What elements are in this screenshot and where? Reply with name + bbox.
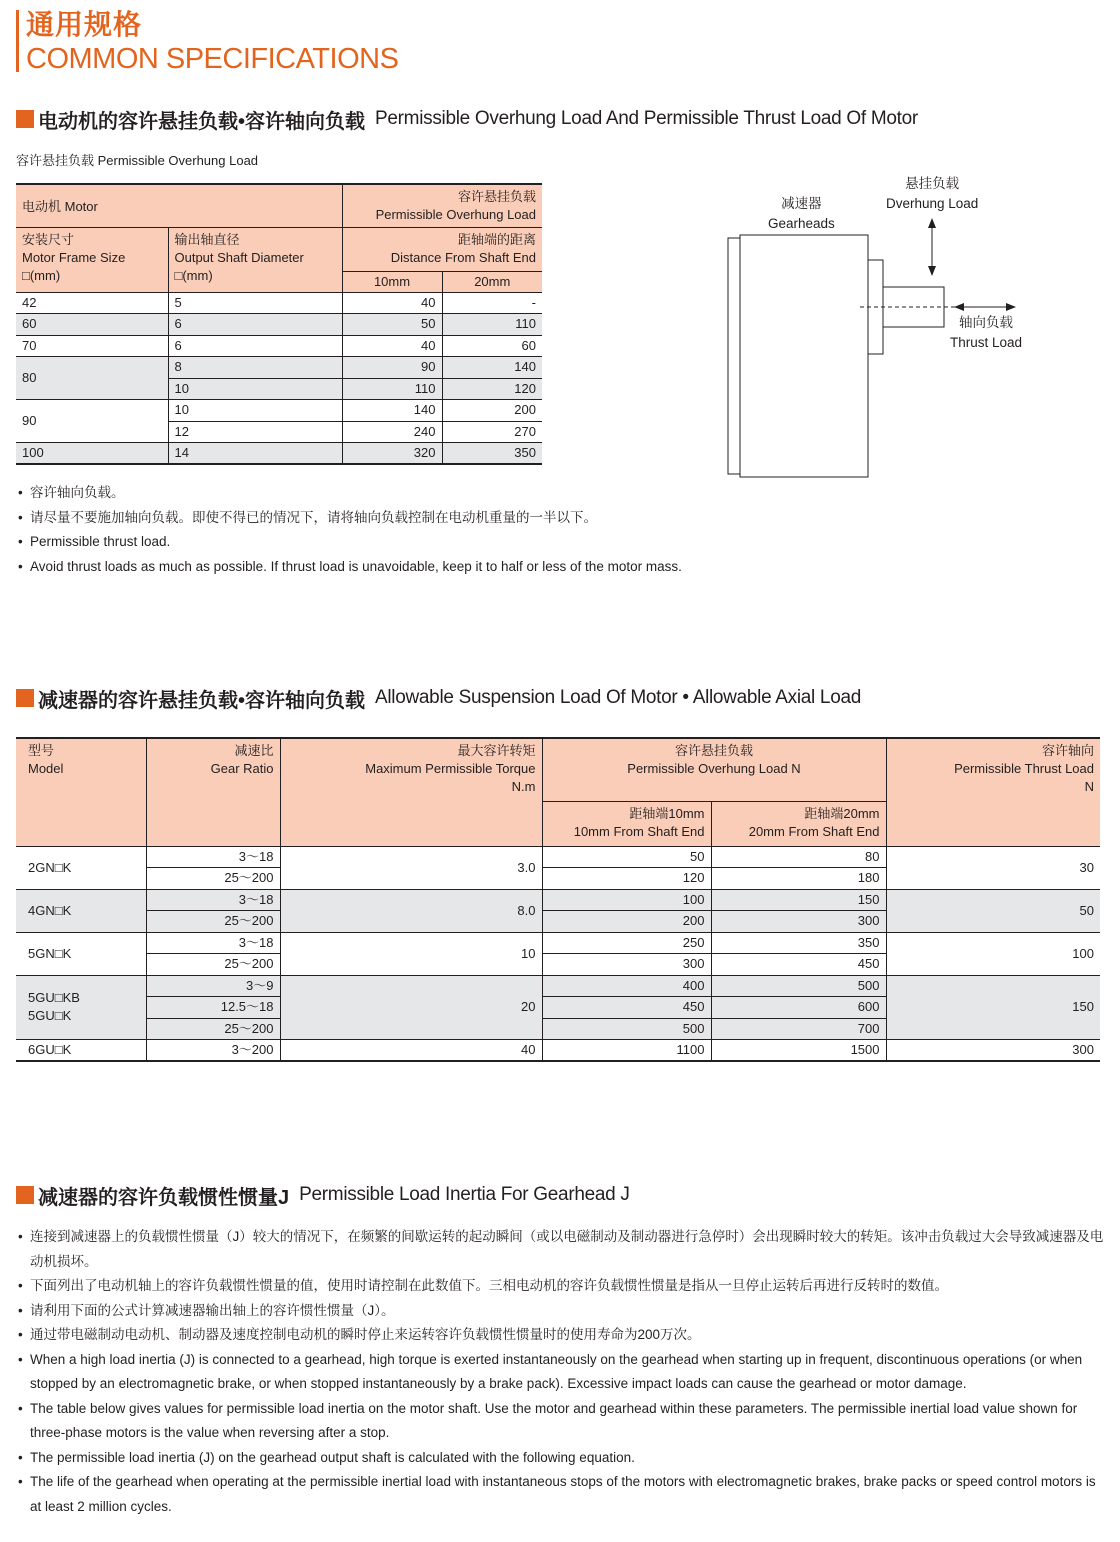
section3-title-en: Permissible Load Inertia For Gearhead J	[299, 1184, 630, 1205]
overhung-label	[886, 174, 978, 214]
shaft-diameter-cell: 10	[168, 378, 342, 400]
table-row	[16, 314, 542, 336]
frame-size-cell: 80	[16, 357, 168, 400]
gear-ratio-cell: 25～200	[146, 911, 280, 933]
max-torque-cell: 10	[280, 932, 542, 975]
overhung-label-zh: 悬挂负载	[905, 176, 960, 191]
d20-header	[711, 801, 886, 846]
table-row	[16, 975, 1100, 997]
distance-10mm-cell: 40	[342, 292, 442, 314]
overhung-label-en: Dverhung Load	[886, 196, 979, 211]
thrust-load-cell: 300	[886, 1040, 1100, 1062]
distance-10mm-cell: 50	[342, 314, 442, 336]
overhung-20mm-cell: 180	[711, 868, 886, 890]
section3-notes	[16, 1225, 1106, 1519]
thrust-load-cell: 150	[886, 975, 1100, 1040]
gear-ratio-cell: 25～200	[146, 1018, 280, 1040]
section1-notes	[16, 481, 682, 579]
overhung-header	[342, 184, 542, 227]
section2-title	[16, 686, 861, 710]
table-row	[16, 335, 542, 357]
d20-header-en: 20mm From Shaft End	[748, 823, 880, 839]
section1-title-zh: 电动机的容许悬挂负载•容许轴向负载	[38, 110, 366, 133]
gear-ratio-cell: 3～9	[146, 975, 280, 997]
distance-20mm-cell: -	[442, 292, 542, 314]
table-row	[16, 292, 542, 314]
overhung-10mm-cell: 1100	[542, 1040, 711, 1062]
table-row	[16, 889, 1100, 911]
header-accent-bar	[16, 10, 19, 72]
d10-header	[542, 801, 711, 846]
note-item: • 下面列出了电动机轴上的容许负载惯性惯量的值，使用时请控制在此数值下。三相电动机的容许负载惯性惯量是指从一旦停止运转后再进行反转时的数值。	[16, 1274, 1106, 1299]
distance-10mm-cell: 320	[342, 443, 442, 465]
note-item: • Avoid thrust loads as much as possible. If thrust load is unavoidable, keep it to half or less of the motor mass.	[16, 555, 682, 580]
table-row	[16, 932, 1100, 954]
frame-size-cell: 90	[16, 400, 168, 443]
model-name: 6GU□K	[28, 1042, 72, 1057]
torque-header-en: Maximum Permissible Torque	[365, 761, 536, 776]
note-item: • The permissible load inertia (J) on the gearhead output shaft is calculated with the following equation.	[16, 1446, 1106, 1471]
frame-size-cell: 100	[16, 443, 168, 465]
frame-size-cell: 70	[16, 335, 168, 357]
overhung-20mm-cell: 350	[711, 932, 886, 954]
frame-size-unit: □(mm)	[22, 267, 61, 283]
note-item: • 连接到减速器上的负载惯性惯量（J）较大的情况下，在频繁的间歇运转的起动瞬间（或以电磁制动及制动器进行急停时）会出现瞬时较大的转矩。该冲击负载过大会导致减速器及电动机损坏。	[16, 1225, 1106, 1274]
model-header-en: Model	[28, 761, 64, 776]
table-row	[16, 1040, 1100, 1062]
torque-header-unit: N.m	[511, 779, 536, 794]
model-name: 5GU□KB	[28, 990, 80, 1006]
section3-title	[16, 1183, 630, 1207]
motor-overhung-load-table	[16, 183, 542, 465]
section2-title-zh: 减速器的容许悬挂负载•容许轴向负载	[38, 689, 366, 712]
motor-header: 电动机 Motor	[16, 184, 342, 227]
overhung-10mm-cell: 300	[542, 954, 711, 976]
overhung-20mm-cell: 80	[711, 846, 886, 868]
ratio-header-en: Gear Ratio	[210, 761, 274, 776]
distance-20mm-cell: 270	[442, 421, 542, 443]
overhung-20mm-cell: 600	[711, 997, 886, 1019]
load-diagram	[720, 170, 1040, 490]
table-row	[16, 443, 542, 465]
torque-header	[280, 738, 542, 846]
distance-20mm-cell: 120	[442, 378, 542, 400]
gear-ratio-cell: 3～200	[146, 1040, 280, 1062]
max-torque-cell: 40	[280, 1040, 542, 1062]
ratio-header	[146, 738, 280, 846]
model-name: 4GN□K	[28, 902, 72, 918]
gearheads-label	[768, 194, 835, 234]
gearheads-label-en: Gearheads	[768, 216, 835, 231]
shaft-diameter-en: Output Shaft Diameter	[174, 249, 304, 265]
overhung-20mm-cell: 500	[711, 975, 886, 997]
distance-20mm-cell: 140	[442, 357, 542, 379]
note-item: • The life of the gearhead when operating at the permissible inertial load with instantaneous stops of the motors with electromagnetic brakes, brake packs or speed control motors is at least 2 million cycles.	[16, 1470, 1106, 1519]
model-cell	[16, 975, 146, 1040]
overhung-header-en: Permissible Overhung Load	[375, 207, 536, 222]
model-cell	[16, 932, 146, 975]
model-cell	[16, 1040, 146, 1062]
gear-ratio-cell: 12.5～18	[146, 997, 280, 1019]
model-cell	[16, 889, 146, 932]
col-20mm-header: 20mm	[442, 271, 542, 292]
table-row	[16, 357, 542, 379]
thrust-label-zh: 轴向负载	[959, 315, 1014, 330]
shaft-diameter-unit: □(mm)	[174, 267, 213, 283]
section2-title-en: Allowable Suspension Load Of Motor • Allowable Axial Load	[375, 687, 861, 708]
overhung-10mm-cell: 400	[542, 975, 711, 997]
section1-title	[16, 107, 918, 131]
model-name-alt: 5GU□K	[28, 1008, 72, 1024]
table-row	[16, 846, 1100, 868]
distance-en: Distance From Shaft End	[390, 249, 536, 265]
overhung-10mm-cell: 450	[542, 997, 711, 1019]
gear-overhung-en: Permissible Overhung Load N	[627, 761, 801, 776]
thrust-header	[886, 738, 1100, 846]
distance-20mm-cell: 350	[442, 443, 542, 465]
distance-header	[342, 227, 542, 271]
page-title-zh: 通用规格	[26, 9, 143, 40]
shaft-diameter-cell: 12	[168, 421, 342, 443]
thrust-load-cell: 30	[886, 846, 1100, 889]
gear-ratio-cell: 3～18	[146, 846, 280, 868]
model-cell	[16, 846, 146, 889]
model-name: 2GN□K	[28, 859, 72, 875]
model-header-zh: 型号	[28, 743, 55, 758]
d10-header-en: 10mm From Shaft End	[573, 823, 705, 839]
overhung-header-zh: 容许悬挂负载	[457, 189, 536, 204]
table-row	[16, 400, 542, 422]
section-square-icon	[16, 689, 34, 707]
shaft-diameter-cell: 14	[168, 443, 342, 465]
thrust-load-cell: 50	[886, 889, 1100, 932]
gear-ratio-cell: 25～200	[146, 868, 280, 890]
section-square-icon	[16, 110, 34, 128]
gear-ratio-cell: 3～18	[146, 932, 280, 954]
d10-header-zh: 距轴端10mm	[629, 805, 705, 821]
thrust-load-cell: 100	[886, 932, 1100, 975]
col-10mm-header: 10mm	[342, 271, 442, 292]
gear-ratio-cell: 25～200	[146, 954, 280, 976]
frame-size-en: Motor Frame Size	[22, 249, 126, 265]
distance-20mm-cell: 110	[442, 314, 542, 336]
frame-size-cell: 42	[16, 292, 168, 314]
note-item: • 容许轴向负载。	[16, 481, 682, 506]
distance-10mm-cell: 40	[342, 335, 442, 357]
note-item: • 请尽量不要施加轴向负载。即使不得已的情况下，请将轴向负载控制在电动机重量的一半以下。	[16, 506, 682, 531]
overhung-load-caption: 容许悬挂负载 Permissible Overhung Load	[16, 153, 259, 168]
max-torque-cell: 8.0	[280, 889, 542, 932]
thrust-header-unit: N	[1084, 779, 1094, 794]
note-item: • When a high load inertia (J) is connected to a gearhead, high torque is exerted instantaneously on the gearhead when starting up in frequent, discontinuous operations (or when stopped by an electromagnetic brake, or when stopped instantaneously by a brake pack). Excessive impact loads can cause the gearhead or motor damage.	[16, 1348, 1106, 1397]
gearheads-label-zh: 减速器	[781, 196, 822, 211]
gearhead-load-table	[16, 737, 1100, 1062]
shaft-diameter-cell: 8	[168, 357, 342, 379]
gear-overhung-header	[542, 738, 886, 801]
note-item: • Permissible thrust load.	[16, 530, 682, 555]
thrust-header-zh: 容许轴向	[1041, 743, 1094, 758]
gear-overhung-zh: 容许悬挂负载	[674, 743, 753, 758]
section-square-icon	[16, 1186, 34, 1204]
frame-size-header	[16, 227, 168, 292]
distance-10mm-cell: 140	[342, 400, 442, 422]
distance-zh: 距轴端的距离	[457, 231, 536, 247]
overhung-20mm-cell: 450	[711, 954, 886, 976]
distance-20mm-cell: 60	[442, 335, 542, 357]
shaft-diameter-cell: 6	[168, 314, 342, 336]
shaft-diameter-cell: 6	[168, 335, 342, 357]
frame-size-cell: 60	[16, 314, 168, 336]
model-header	[16, 738, 146, 846]
overhung-10mm-cell: 500	[542, 1018, 711, 1040]
thrust-header-en: Permissible Thrust Load	[954, 761, 1094, 776]
page-title-en: COMMON SPECIFICATIONS	[26, 43, 399, 75]
thrust-label	[950, 313, 1022, 353]
overhung-20mm-cell: 1500	[711, 1040, 886, 1062]
overhung-10mm-cell: 120	[542, 868, 711, 890]
ratio-header-zh: 减速比	[234, 743, 274, 758]
d20-header-zh: 距轴端20mm	[804, 805, 880, 821]
shaft-diameter-cell: 10	[168, 400, 342, 422]
overhung-10mm-cell: 250	[542, 932, 711, 954]
gear-ratio-cell: 3～18	[146, 889, 280, 911]
distance-20mm-cell: 200	[442, 400, 542, 422]
distance-10mm-cell: 90	[342, 357, 442, 379]
max-torque-cell: 3.0	[280, 846, 542, 889]
overhung-10mm-cell: 200	[542, 911, 711, 933]
shaft-diameter-zh: 输出轴直径	[174, 231, 240, 247]
section3-title-zh: 减速器的容许负载惯性惯量J	[38, 1186, 290, 1209]
distance-10mm-cell: 240	[342, 421, 442, 443]
overhung-20mm-cell: 300	[711, 911, 886, 933]
model-name: 5GN□K	[28, 945, 72, 961]
shaft-diameter-cell: 5	[168, 292, 342, 314]
overhung-10mm-cell: 100	[542, 889, 711, 911]
torque-header-zh: 最大容许转矩	[457, 743, 536, 758]
note-item: • 通过带电磁制动电动机、制动器及速度控制电动机的瞬时停止来运转容许负载惯性惯量时的使用寿命为200万次。	[16, 1323, 1106, 1348]
shaft-diameter-header	[168, 227, 342, 292]
section1-title-en: Permissible Overhung Load And Permissible Thrust Load Of Motor	[375, 108, 918, 129]
max-torque-cell: 20	[280, 975, 542, 1040]
note-item: • 请利用下面的公式计算减速器输出轴上的容许惯性惯量（J）。	[16, 1299, 1106, 1324]
overhung-20mm-cell: 150	[711, 889, 886, 911]
frame-size-zh: 安装尺寸	[22, 231, 75, 247]
thrust-label-en: Thrust Load	[950, 335, 1023, 350]
overhung-10mm-cell: 50	[542, 846, 711, 868]
note-item: • The table below gives values for permissible load inertia on the motor shaft. Use the motor and gearhead within these parameters. The permissible inertial load value shown for three-phase motors is the value when reversing after a stop.	[16, 1397, 1106, 1446]
overhung-20mm-cell: 700	[711, 1018, 886, 1040]
distance-10mm-cell: 110	[342, 378, 442, 400]
